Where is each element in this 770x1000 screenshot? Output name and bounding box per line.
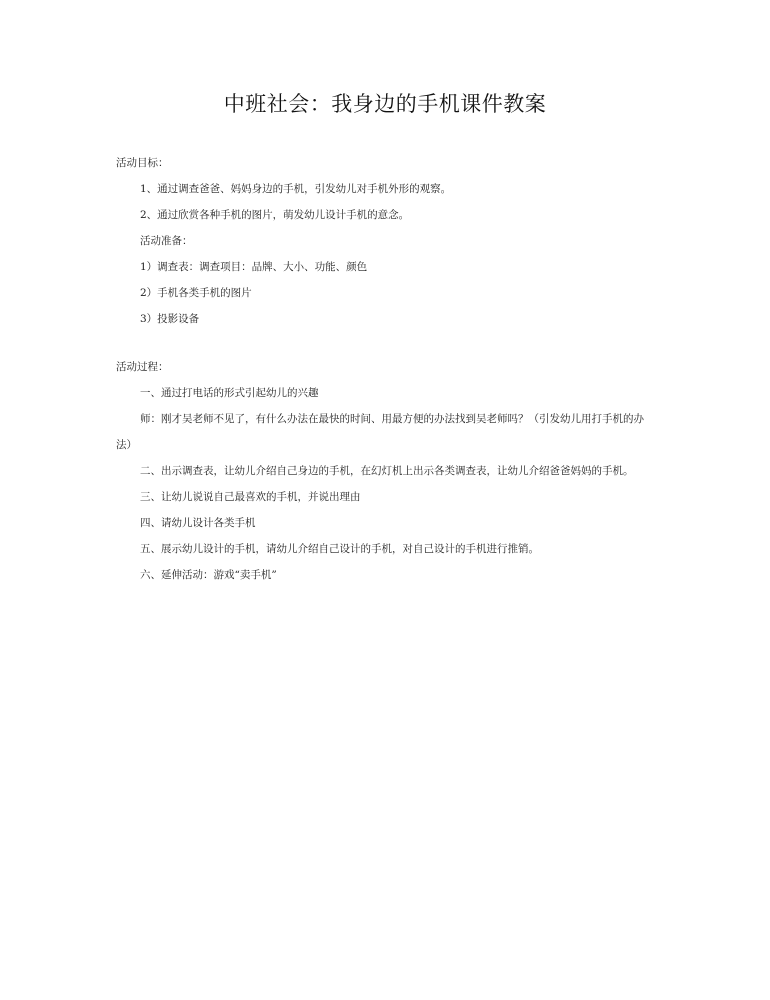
preparation-item-3: 3）投影设备 — [140, 313, 200, 325]
document-body — [116, 150, 656, 588]
goal-item-2: 2、通过欣赏各种手机的图片，萌发幼儿设计手机的意念。 — [140, 209, 410, 221]
process-item-7: 六、延伸活动：游戏“卖手机” — [140, 569, 277, 581]
process-item-4: 三、让幼儿说说自己最喜欢的手机，并说出理由 — [140, 491, 361, 503]
process-heading: 活动过程： — [116, 361, 169, 373]
process-item-1: 一、通过打电话的形式引起幼儿的兴趣 — [140, 387, 319, 399]
process-item-3: 二、出示调查表，让幼儿介绍自己身边的手机，在幻灯机上出示各类调查表，让幼儿介绍爸爸妈妈的手机。 — [140, 465, 634, 477]
preparation-item-2: 2）手机各类手机的图片 — [140, 287, 252, 299]
goals-heading: 活动目标： — [116, 157, 169, 169]
document-title: 中班社会：我身边的手机课件教案 — [223, 92, 547, 116]
goal-item-1: 1、通过调查爸爸、妈妈身边的手机，引发幼儿对手机外形的观察。 — [140, 183, 452, 195]
process-item-5: 四、请幼儿设计各类手机 — [140, 517, 256, 529]
preparation-heading: 活动准备： — [140, 235, 193, 247]
preparation-item-1: 1）调查表：调查项目：品牌、大小、功能、颜色 — [140, 261, 368, 273]
section-spacer — [116, 332, 656, 354]
process-item-6: 五、展示幼儿设计的手机，请幼儿介绍自己设计的手机，对自己设计的手机进行推销。 — [140, 543, 539, 555]
process-item-2: 师：刚才吴老师不见了，有什么办法在最快的时间、用最方便的办法找到吴老师吗？（引发幼儿用打手机的办法） — [116, 413, 644, 451]
